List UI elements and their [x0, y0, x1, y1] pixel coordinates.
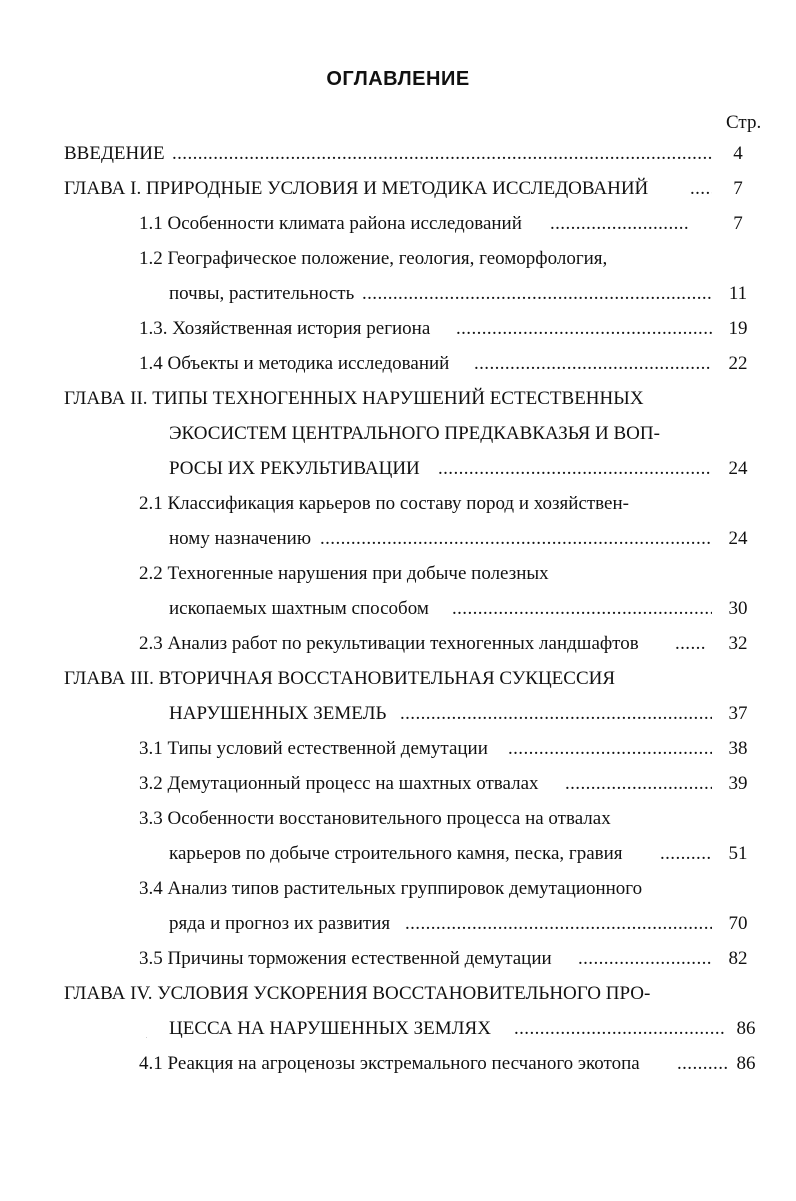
toc-page-number: 4 — [733, 143, 743, 164]
toc-page-number: 7 — [733, 178, 743, 199]
toc-entry — [0, 734, 796, 764]
toc-entry-text: карьеров по добыче строительного камня, песка, гравия — [169, 843, 623, 864]
toc-entry — [0, 419, 796, 449]
toc-entry — [0, 349, 796, 379]
dot-leader — [400, 699, 712, 729]
toc-entry — [0, 629, 796, 659]
dot-leader — [508, 734, 712, 764]
page-column-header: Стр. — [726, 112, 762, 133]
dot-leader — [172, 139, 712, 169]
toc-entry-text: 3.4 Анализ типов растительных группировок демутационного — [139, 878, 643, 899]
toc-page-number: 37 — [728, 703, 748, 724]
scan-speck — [146, 1037, 147, 1038]
toc-entry — [0, 769, 796, 799]
toc-entry — [0, 489, 796, 519]
toc-entry — [0, 594, 796, 624]
toc-entry — [0, 839, 796, 869]
toc-entry — [0, 209, 796, 239]
toc-entry — [0, 1049, 796, 1079]
toc-entry-text: ископаемых шахтным способом — [169, 598, 429, 619]
toc-entry — [0, 314, 796, 344]
toc-entry-text: 3.1 Типы условий естественной демутации — [139, 738, 488, 759]
toc-page-number: 86 — [736, 1018, 756, 1039]
toc-page-number: 24 — [728, 528, 748, 549]
toc-page-number: 82 — [728, 948, 748, 969]
toc-entry-text: ГЛАВА I. ПРИРОДНЫЕ УСЛОВИЯ И МЕТОДИКА ИССЛЕДОВАНИЙ — [64, 178, 649, 199]
toc-entry-text: ному назначению — [169, 528, 312, 549]
toc-entry — [0, 174, 796, 204]
dot-leader — [660, 839, 712, 869]
toc-entry — [0, 664, 796, 694]
toc-entry-text: ВВЕДЕНИЕ — [64, 143, 165, 164]
toc-entry-text: НАРУШЕННЫХ ЗЕМЕЛЬ — [169, 703, 387, 724]
toc-entry — [0, 244, 796, 274]
dot-leader — [675, 629, 706, 659]
toc-page-number: 7 — [733, 213, 743, 234]
dot-leader — [550, 209, 690, 239]
toc-entry — [0, 874, 796, 904]
toc-entry-text: ГЛАВА III. ВТОРИЧНАЯ ВОССТАНОВИТЕЛЬНАЯ СУКЦЕССИЯ — [64, 668, 616, 689]
toc-entry-text: 2.2 Техногенные нарушения при добыче полезных — [139, 563, 549, 584]
toc-entry-text: 1.2 Географическое положение, геология, геоморфология, — [139, 248, 608, 269]
toc-page-number: 38 — [728, 738, 748, 759]
toc-page-number: 86 — [736, 1053, 756, 1074]
toc-entry-text: ГЛАВА II. ТИПЫ ТЕХНОГЕННЫХ НАРУШЕНИЙ ЕСТЕСТВЕННЫХ — [64, 388, 644, 409]
toc-entry-text: 1.4 Объекты и методика исследований — [139, 353, 450, 374]
toc-page-number: 70 — [728, 913, 748, 934]
dot-leader — [474, 349, 712, 379]
toc-entry-text: ряда и прогноз их развития — [169, 913, 391, 934]
toc-entry-text: 4.1 Реакция на агроценозы экстремального песчаного экотопа — [139, 1053, 640, 1074]
toc-entry-text: 2.3 Анализ работ по рекультивации техногенных ландшафтов — [139, 633, 639, 654]
toc-entry-text: ГЛАВА IV. УСЛОВИЯ УСКОРЕНИЯ ВОССТАНОВИТЕЛЬНОГО ПРО- — [64, 983, 651, 1004]
dot-leader — [677, 1049, 727, 1079]
dot-leader — [578, 944, 712, 974]
toc-entry — [0, 384, 796, 414]
toc-entry-text: почвы, растительность — [169, 283, 355, 304]
toc-page-number: 22 — [728, 353, 748, 374]
dot-leader — [514, 1014, 726, 1044]
toc-page-number: 19 — [728, 318, 748, 339]
toc-entry-text: 1.1 Особенности климата района исследований — [139, 213, 522, 234]
toc-entry — [0, 699, 796, 729]
toc-page-number: 39 — [728, 773, 748, 794]
dot-leader — [690, 174, 712, 204]
dot-leader — [405, 909, 712, 939]
toc-entry-text: ЭКОСИСТЕМ ЦЕНТРАЛЬНОГО ПРЕДКАВКАЗЬЯ И ВОП- — [169, 423, 660, 444]
toc-entry-text: 1.3. Хозяйственная история региона — [139, 318, 431, 339]
toc-entry — [0, 139, 796, 169]
toc-entry — [0, 804, 796, 834]
dot-leader — [362, 279, 712, 309]
dot-leader — [456, 314, 712, 344]
toc-entry — [0, 1014, 796, 1044]
toc-page-number: 51 — [728, 843, 748, 864]
toc-entry — [0, 944, 796, 974]
dot-leader — [565, 769, 712, 799]
toc-entry-text: 3.5 Причины торможения естественной демутации — [139, 948, 552, 969]
toc-entry — [0, 559, 796, 589]
toc-entry — [0, 454, 796, 484]
toc-page-number: 11 — [728, 283, 748, 304]
toc-entry-text: РОСЫ ИХ РЕКУЛЬТИВАЦИИ — [169, 458, 420, 479]
toc-entry-text: 2.1 Классификация карьеров по составу пород и хозяйствен- — [139, 493, 629, 514]
toc-page-number: 30 — [728, 598, 748, 619]
toc-entry-text: 3.3 Особенности восстановительного процесса на отвалах — [139, 808, 611, 829]
toc-entry — [0, 524, 796, 554]
toc-entry-text: ЦЕССА НА НАРУШЕННЫХ ЗЕМЛЯХ — [169, 1018, 491, 1039]
dot-leader — [452, 594, 712, 624]
toc-entry-text: 3.2 Демутационный процесс на шахтных отвалах — [139, 773, 539, 794]
dot-leader — [438, 454, 712, 484]
toc-entry — [0, 909, 796, 939]
dot-leader — [320, 524, 712, 554]
toc-entry — [0, 279, 796, 309]
toc-entry — [0, 979, 796, 1009]
page-title: ОГЛАВЛЕНИЕ — [326, 68, 470, 90]
toc-page-number: 32 — [728, 633, 748, 654]
toc-page-number: 24 — [728, 458, 748, 479]
